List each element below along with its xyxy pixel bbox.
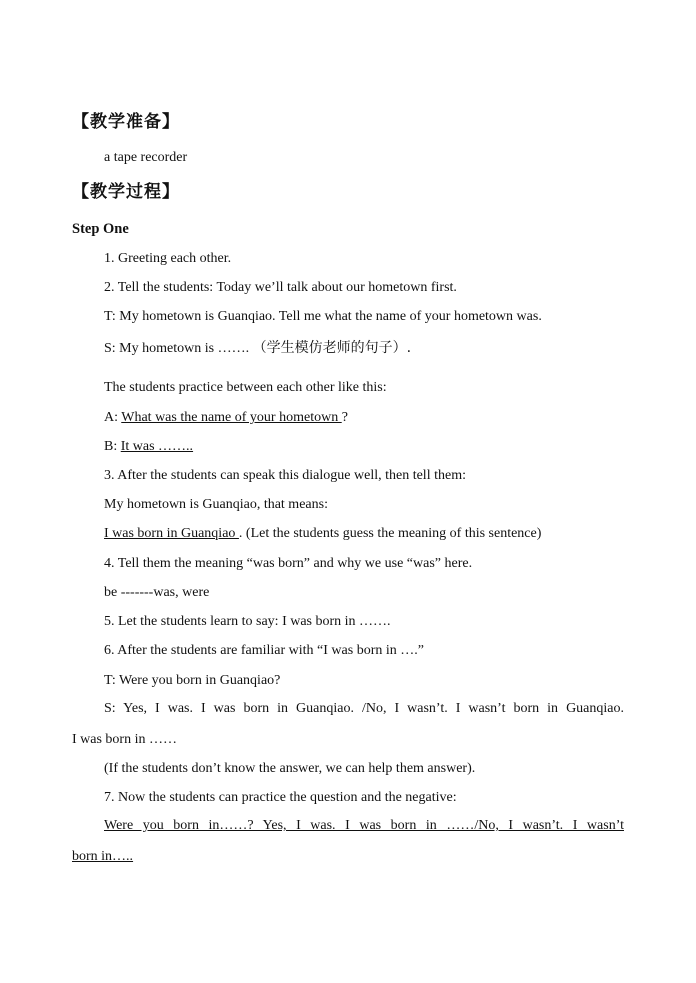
dialogue-a-question: What was the name of your hometown bbox=[121, 410, 342, 425]
line-teacher-hometown: T: My hometown is Guanqiao. Tell me what the name of your hometown was. bbox=[104, 309, 542, 324]
question-mark: ? bbox=[341, 410, 348, 425]
line-practice: The students practice between each other like this: bbox=[104, 380, 387, 395]
line-teacher-question: T: Were you born in Guanqiao? bbox=[104, 673, 281, 688]
line-familiar: 6. After the students are familiar with “I was born in ….” bbox=[104, 643, 424, 658]
line-tell-students: 2. Tell the students: Today we’ll talk about our hometown first. bbox=[104, 280, 457, 295]
line-practice-negative: 7. Now the students can practice the question and the negative: bbox=[104, 790, 457, 805]
line-greeting: 1. Greeting each other. bbox=[104, 251, 232, 266]
dialogue-b-answer: It was …….. bbox=[120, 439, 194, 454]
speaker-a: A: bbox=[104, 410, 122, 425]
born-sentence: I was born in Guanqiao bbox=[104, 526, 239, 541]
line-student-hometown bbox=[104, 339, 411, 358]
line-tell-meaning: 4. Tell them the meaning “was born” and why we use “was” here. bbox=[104, 556, 473, 571]
step-title: Step One bbox=[72, 221, 129, 237]
line-practice-pattern: Were you born in……? Yes, I was. I was born in ……/No, I wasn’t. I wasn’t bbox=[104, 818, 624, 833]
line-student-answer-cont: I was born in …… bbox=[72, 732, 177, 747]
line-student-answer: S: Yes, I was. I was born in Guanqiao. /No, I wasn’t. I wasn’t born in Guanqiao. bbox=[104, 701, 624, 716]
line-hometown-means: My hometown is Guanqiao, that means: bbox=[104, 497, 328, 512]
process-heading: 【教学过程】 bbox=[72, 182, 180, 202]
line-born-guess bbox=[104, 525, 541, 543]
line-be-forms: be -------was, were bbox=[104, 585, 210, 600]
prep-item: a tape recorder bbox=[104, 150, 188, 165]
guess-instruction: . (Let the students guess the meaning of this sentence) bbox=[238, 526, 542, 541]
prep-heading: 【教学准备】 bbox=[72, 112, 180, 132]
line-help-answer: (If the students don’t know the answer, we can help them answer). bbox=[104, 761, 476, 776]
line-learn-say: 5. Let the students learn to say: I was born in ……. bbox=[104, 614, 391, 629]
speaker-b: B: bbox=[104, 439, 121, 454]
line-dialogue-b bbox=[104, 438, 193, 456]
student-hometown-en: S: My hometown is ……. bbox=[104, 341, 250, 356]
line-practice-pattern-cont: born in….. bbox=[72, 849, 134, 864]
line-dialogue-a bbox=[104, 409, 348, 427]
line-after-dialogue: 3. After the students can speak this dialogue well, then tell them: bbox=[104, 468, 466, 483]
student-hometown-cn: （学生模仿老师的句子）. bbox=[252, 340, 412, 356]
